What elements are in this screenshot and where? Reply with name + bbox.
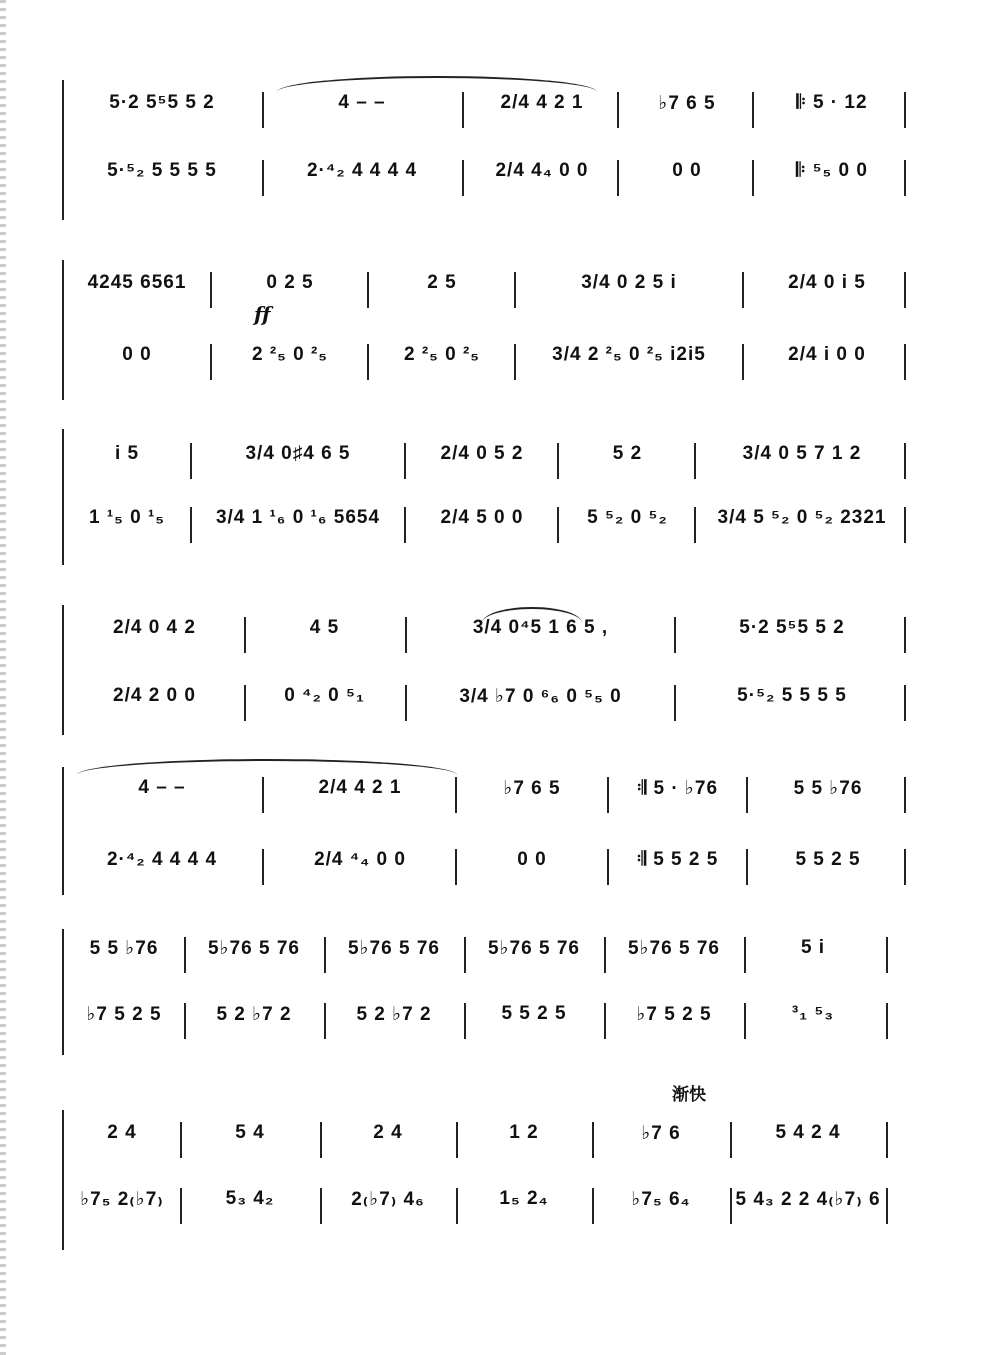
measure: 3/4 0⁴5 1 6 5 , [472,617,609,638]
measure: 2/4 0 i 5 [788,272,866,293]
upper-staff [62,777,912,817]
measure: 2/4 4 2 1 [500,92,584,113]
measure: 5 4₃ 2 2 4₍♭7₎ 6 [735,1189,881,1210]
score-system-5 [62,755,912,895]
upper-staff [62,1122,912,1162]
barline [190,507,192,543]
upper-staff [62,937,912,977]
measure: 5·2 5⁵5 5 2 [109,92,215,113]
tempo-mark: 渐快 [672,1085,706,1105]
measure: ♭7₅ 2₍♭7₎ [80,1189,164,1210]
barline [617,160,619,196]
measure: 5 i [800,937,826,958]
scan-edge [0,0,6,1355]
barline [455,849,457,885]
measure: 0 0 [122,344,152,365]
barline [464,937,466,973]
measure: 5₃ 4₂ [225,1188,275,1209]
lower-staff [62,507,912,547]
barline [607,777,609,813]
measure: 3/4 0 5 7 1 2 [742,443,862,464]
slur [77,759,457,775]
measure: 2 4 [373,1122,403,1143]
lower-staff [62,685,912,725]
measure: 1 ¹₅ 0 ¹₅ [88,507,166,528]
lower-staff [62,1003,912,1043]
barline [367,272,369,308]
measure: 5 5 2 5 [501,1003,567,1024]
barline [886,1122,888,1158]
upper-staff [62,272,912,312]
measure: 2 4 [107,1122,137,1143]
barline [262,777,264,813]
barline [904,160,906,196]
measure: 2/4 5 0 0 [440,507,524,528]
measure: 3/4 2 ²₅ 0 ²₅ i2i5 [552,344,706,365]
measure: 2/4 i 0 0 [788,344,866,365]
barline [886,937,888,973]
measure: 2 5 [427,272,457,293]
upper-staff [62,617,912,657]
barline [746,777,748,813]
measure: ♭7 6 5 [658,93,716,114]
measure: 5 ⁵₂ 0 ⁵₂ [587,507,668,528]
lower-staff [62,344,912,384]
measure: 5·⁵₂ 5 5 5 5 [107,160,217,181]
barline [904,617,906,653]
barline [180,1122,182,1158]
measure: 5 5 2 5 [795,849,861,870]
measure: 2/4 4 2 1 [318,777,402,798]
measure: 5·⁵₂ 5 5 5 5 [737,685,847,706]
measure: 2 ²₅ 0 ²₅ [403,344,481,365]
measure: 2/4 2 0 0 [113,685,196,706]
barline [607,849,609,885]
score-system-6 [62,915,912,1055]
barline [694,507,696,543]
barline [904,272,906,308]
barline [324,937,326,973]
barline [904,344,906,380]
measure: 𝄇 5 · ♭76 [636,778,719,799]
barline [904,507,906,543]
measure: 4245 6561 [87,272,187,293]
barline [744,937,746,973]
barline [404,443,406,479]
measure: 5♭76 5 76 [348,938,440,959]
slur [482,607,582,623]
measure: 4 5 [309,617,340,638]
barline [514,344,516,380]
score-system-7 [62,1100,912,1250]
measure: 𝄆 5 · 12 [796,92,868,113]
barline [405,685,407,721]
barline [904,849,906,885]
lower-staff [62,849,912,889]
barline [592,1122,594,1158]
measure: 5♭76 5 76 [208,938,300,959]
score-system-1 [62,60,912,220]
measure: ♭7 6 [641,1123,681,1144]
barline [184,1003,186,1039]
barline [210,344,212,380]
measure: 3/4 1 ¹₆ 0 ¹₆ 5654 [215,507,381,528]
barline [730,1188,732,1224]
barline [752,160,754,196]
score-system-3 [62,415,912,565]
barline [514,272,516,308]
measure: ♭7 5 2 5 [636,1004,712,1025]
measure: 2/4 0 4 2 [113,617,196,638]
barline [592,1188,594,1224]
barline [674,685,676,721]
measure: i 5 [114,443,140,464]
measure: ♭7₅ 6₄ [631,1189,691,1210]
barline [462,92,464,128]
measure: 0 0 [672,160,702,181]
barline [904,777,906,813]
barline [367,344,369,380]
measure: 0 ⁴₂ 0 ⁵₁ [284,685,365,706]
barline [904,92,906,128]
measure: ♭7 5 2 5 [86,1004,162,1025]
barline [210,272,212,308]
measure: ♭7 6 5 [503,778,561,799]
measure: 1₅ 2₄ [499,1188,549,1209]
measure: 2/4 4₄ 0 0 [495,160,589,181]
barline [320,1122,322,1158]
measure: 5 2 ♭7 2 [356,1004,432,1025]
score-system-2 [62,240,912,400]
upper-staff [62,92,912,132]
measure: 𝄆 ⁵₅ 0 0 [796,160,868,181]
barline [742,344,744,380]
barline [456,1188,458,1224]
measure: 5 4 [235,1122,265,1143]
barline [184,937,186,973]
barline [324,1003,326,1039]
measure: 3/4 5 ⁵₂ 0 ⁵₂ 2321 [717,507,887,528]
measure: 1 2 [509,1122,539,1143]
measure: 2·⁴₂ 4 4 4 4 [306,160,418,181]
measure: 5 5 ♭76 [793,778,863,799]
barline [464,1003,466,1039]
measure: ³₁ ⁵₃ [791,1003,835,1024]
barline [262,92,264,128]
measure: 3/4 ♭7 0 ⁶₆ 0 ⁵₅ 0 [459,686,622,707]
barline [744,1003,746,1039]
barline [886,1003,888,1039]
barline [262,160,264,196]
measure: 5♭76 5 76 [628,938,720,959]
barline [320,1188,322,1224]
barline [604,937,606,973]
lower-staff [62,160,912,200]
measure: 𝄇 5 5 2 5 [636,849,719,870]
barline [730,1122,732,1158]
measure: 2/4 ⁴₄ 0 0 [314,849,406,870]
barline [262,849,264,885]
barline [694,443,696,479]
barline [557,443,559,479]
measure: 5 2 [612,443,643,464]
measure: 4 – – [338,92,386,113]
barline [405,617,407,653]
lower-staff [62,1188,912,1228]
barline [404,507,406,543]
dynamic-mark: ff [254,302,271,326]
barline [557,507,559,543]
barline [190,443,192,479]
barline [462,160,464,196]
measure: 2 ²₅ 0 ²₅ [251,344,329,365]
score-system-4 [62,585,912,735]
measure: 3/4 0♯4 6 5 [245,443,351,464]
measure: 5 5 ♭76 [89,938,159,959]
barline [674,617,676,653]
measure: 5 2 ♭7 2 [216,1004,292,1025]
barline [752,92,754,128]
slur [277,76,597,92]
barline [904,443,906,479]
barline [244,685,246,721]
barline [886,1188,888,1224]
barline [746,849,748,885]
measure: 2·⁴₂ 4 4 4 4 [106,849,218,870]
barline [180,1188,182,1224]
measure: 5♭76 5 76 [488,938,580,959]
measure: 2/4 0 5 2 [440,443,524,464]
measure: 5 4 2 4 [775,1122,841,1143]
measure: 5·2 5⁵5 5 2 [739,617,845,638]
barline [456,1122,458,1158]
measure: 2₍♭7₎ 4₆ [351,1189,425,1210]
upper-staff [62,443,912,483]
measure: 0 0 [517,849,547,870]
barline [904,685,906,721]
barline [455,777,457,813]
measure: 4 – – [138,777,186,798]
barline [244,617,246,653]
barline [617,92,619,128]
measure: 3/4 0 2 5 i [581,272,677,293]
barline [742,272,744,308]
barline [604,1003,606,1039]
measure: 0 2 5 [266,272,314,293]
